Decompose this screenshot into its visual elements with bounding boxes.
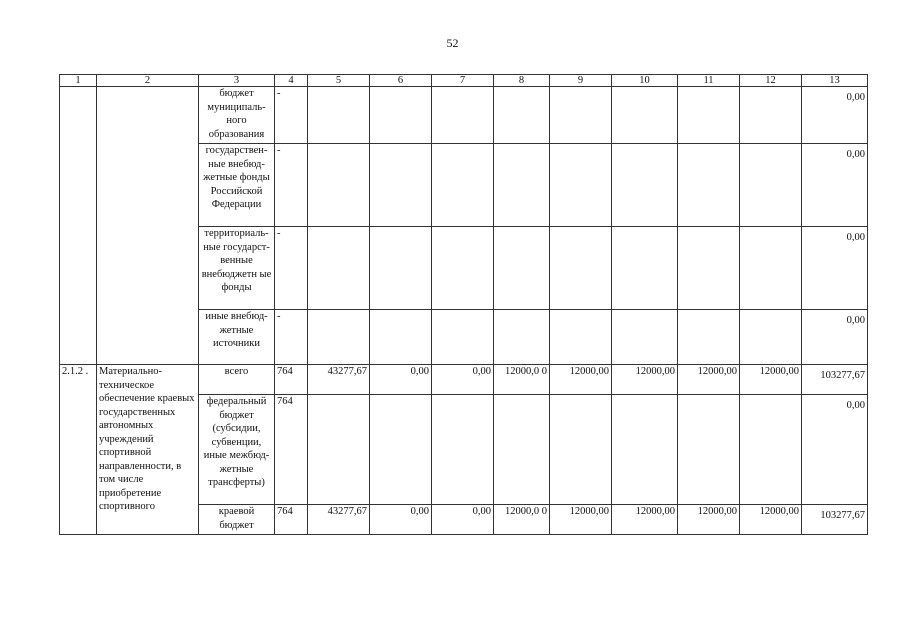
header-cell-5: 5 xyxy=(308,75,370,87)
value-cell xyxy=(370,144,432,227)
header-cell-7: 7 xyxy=(432,75,494,87)
value-cell xyxy=(612,310,678,365)
total-cell: 0,00 xyxy=(802,87,868,144)
code-cell: - xyxy=(275,144,308,227)
value-cell xyxy=(494,395,550,505)
value-cell xyxy=(550,310,612,365)
value-cell xyxy=(740,144,802,227)
header-cell-8: 8 xyxy=(494,75,550,87)
code-cell: - xyxy=(275,310,308,365)
value-cell: 12000,0 0 xyxy=(494,365,550,395)
value-cell xyxy=(432,395,494,505)
value-cell xyxy=(370,310,432,365)
header-cell-2: 2 xyxy=(97,75,199,87)
item-name-cell xyxy=(97,87,199,365)
header-cell-1: 1 xyxy=(60,75,97,87)
header-cell-11: 11 xyxy=(678,75,740,87)
value-cell: 0,00 xyxy=(432,365,494,395)
value-cell: 12000,00 xyxy=(612,365,678,395)
header-cell-12: 12 xyxy=(740,75,802,87)
table-row xyxy=(60,87,868,144)
value-cell xyxy=(550,227,612,310)
value-cell xyxy=(370,227,432,310)
code-cell: 764 xyxy=(275,365,308,395)
value-cell: 12000,00 xyxy=(550,505,612,535)
code-cell: 764 xyxy=(275,395,308,505)
total-cell: 103277,67 xyxy=(802,365,868,395)
value-cell xyxy=(678,144,740,227)
value-cell: 0,00 xyxy=(370,505,432,535)
header-row xyxy=(60,75,868,87)
total-cell: 0,00 xyxy=(802,227,868,310)
header-cell-4: 4 xyxy=(275,75,308,87)
value-cell: 12000,00 xyxy=(550,365,612,395)
header-cell-9: 9 xyxy=(550,75,612,87)
value-cell: 12000,00 xyxy=(740,365,802,395)
value-cell: 12000,00 xyxy=(740,505,802,535)
funding-source: государствен-ные внебюд-жетные фонды Российской Федерации xyxy=(199,144,275,227)
value-cell: 12000,0 0 xyxy=(494,505,550,535)
value-cell xyxy=(494,310,550,365)
header-cell-13: 13 xyxy=(802,75,868,87)
value-cell xyxy=(308,87,370,144)
value-cell: 43277,67 xyxy=(308,505,370,535)
value-cell xyxy=(308,227,370,310)
budget-table xyxy=(59,74,868,535)
total-cell: 0,00 xyxy=(802,310,868,365)
value-cell xyxy=(432,227,494,310)
value-cell xyxy=(612,395,678,505)
value-cell: 0,00 xyxy=(370,365,432,395)
value-cell: 12000,00 xyxy=(612,505,678,535)
value-cell xyxy=(494,227,550,310)
value-cell: 43277,67 xyxy=(308,365,370,395)
value-cell xyxy=(432,144,494,227)
table-row xyxy=(60,365,868,395)
value-cell xyxy=(678,87,740,144)
value-cell xyxy=(740,227,802,310)
item-name-cell: Материально-техническое обеспечение краевых государственных автономных учреждений спортивной направленности, в том числе приобретение спортивного xyxy=(97,365,199,535)
header-cell-10: 10 xyxy=(612,75,678,87)
total-cell: 0,00 xyxy=(802,395,868,505)
value-cell xyxy=(678,227,740,310)
header-cell-3: 3 xyxy=(199,75,275,87)
funding-source: федеральный бюджет (субсидии, субвенции, иные межбюд-жетные трансферты) xyxy=(199,395,275,505)
item-number-cell xyxy=(60,87,97,365)
total-cell: 103277,67 xyxy=(802,505,868,535)
value-cell xyxy=(308,310,370,365)
value-cell xyxy=(432,87,494,144)
value-cell: 12000,00 xyxy=(678,365,740,395)
funding-source: бюджет муниципаль-ного образования xyxy=(199,87,275,144)
value-cell xyxy=(678,310,740,365)
value-cell xyxy=(612,227,678,310)
value-cell: 12000,00 xyxy=(678,505,740,535)
value-cell xyxy=(550,144,612,227)
value-cell xyxy=(612,144,678,227)
funding-source: иные внебюд-жетные источники xyxy=(199,310,275,365)
funding-source: краевой бюджет xyxy=(199,505,275,535)
funding-source: всего xyxy=(199,365,275,395)
value-cell xyxy=(550,395,612,505)
code-cell: - xyxy=(275,87,308,144)
code-cell: - xyxy=(275,227,308,310)
value-cell xyxy=(494,144,550,227)
value-cell xyxy=(678,395,740,505)
value-cell xyxy=(370,395,432,505)
value-cell xyxy=(740,395,802,505)
value-cell xyxy=(308,395,370,505)
code-cell: 764 xyxy=(275,505,308,535)
total-cell: 0,00 xyxy=(802,144,868,227)
value-cell xyxy=(550,87,612,144)
value-cell xyxy=(612,87,678,144)
value-cell: 0,00 xyxy=(432,505,494,535)
value-cell xyxy=(370,87,432,144)
value-cell xyxy=(432,310,494,365)
header-cell-6: 6 xyxy=(370,75,432,87)
funding-source: территориаль-ные государст-венные внебюджетн ые фонды xyxy=(199,227,275,310)
value-cell xyxy=(308,144,370,227)
value-cell xyxy=(740,87,802,144)
value-cell xyxy=(494,87,550,144)
page-number: 52 xyxy=(446,36,459,50)
item-number-cell: 2.1.2 . xyxy=(60,365,97,535)
value-cell xyxy=(740,310,802,365)
